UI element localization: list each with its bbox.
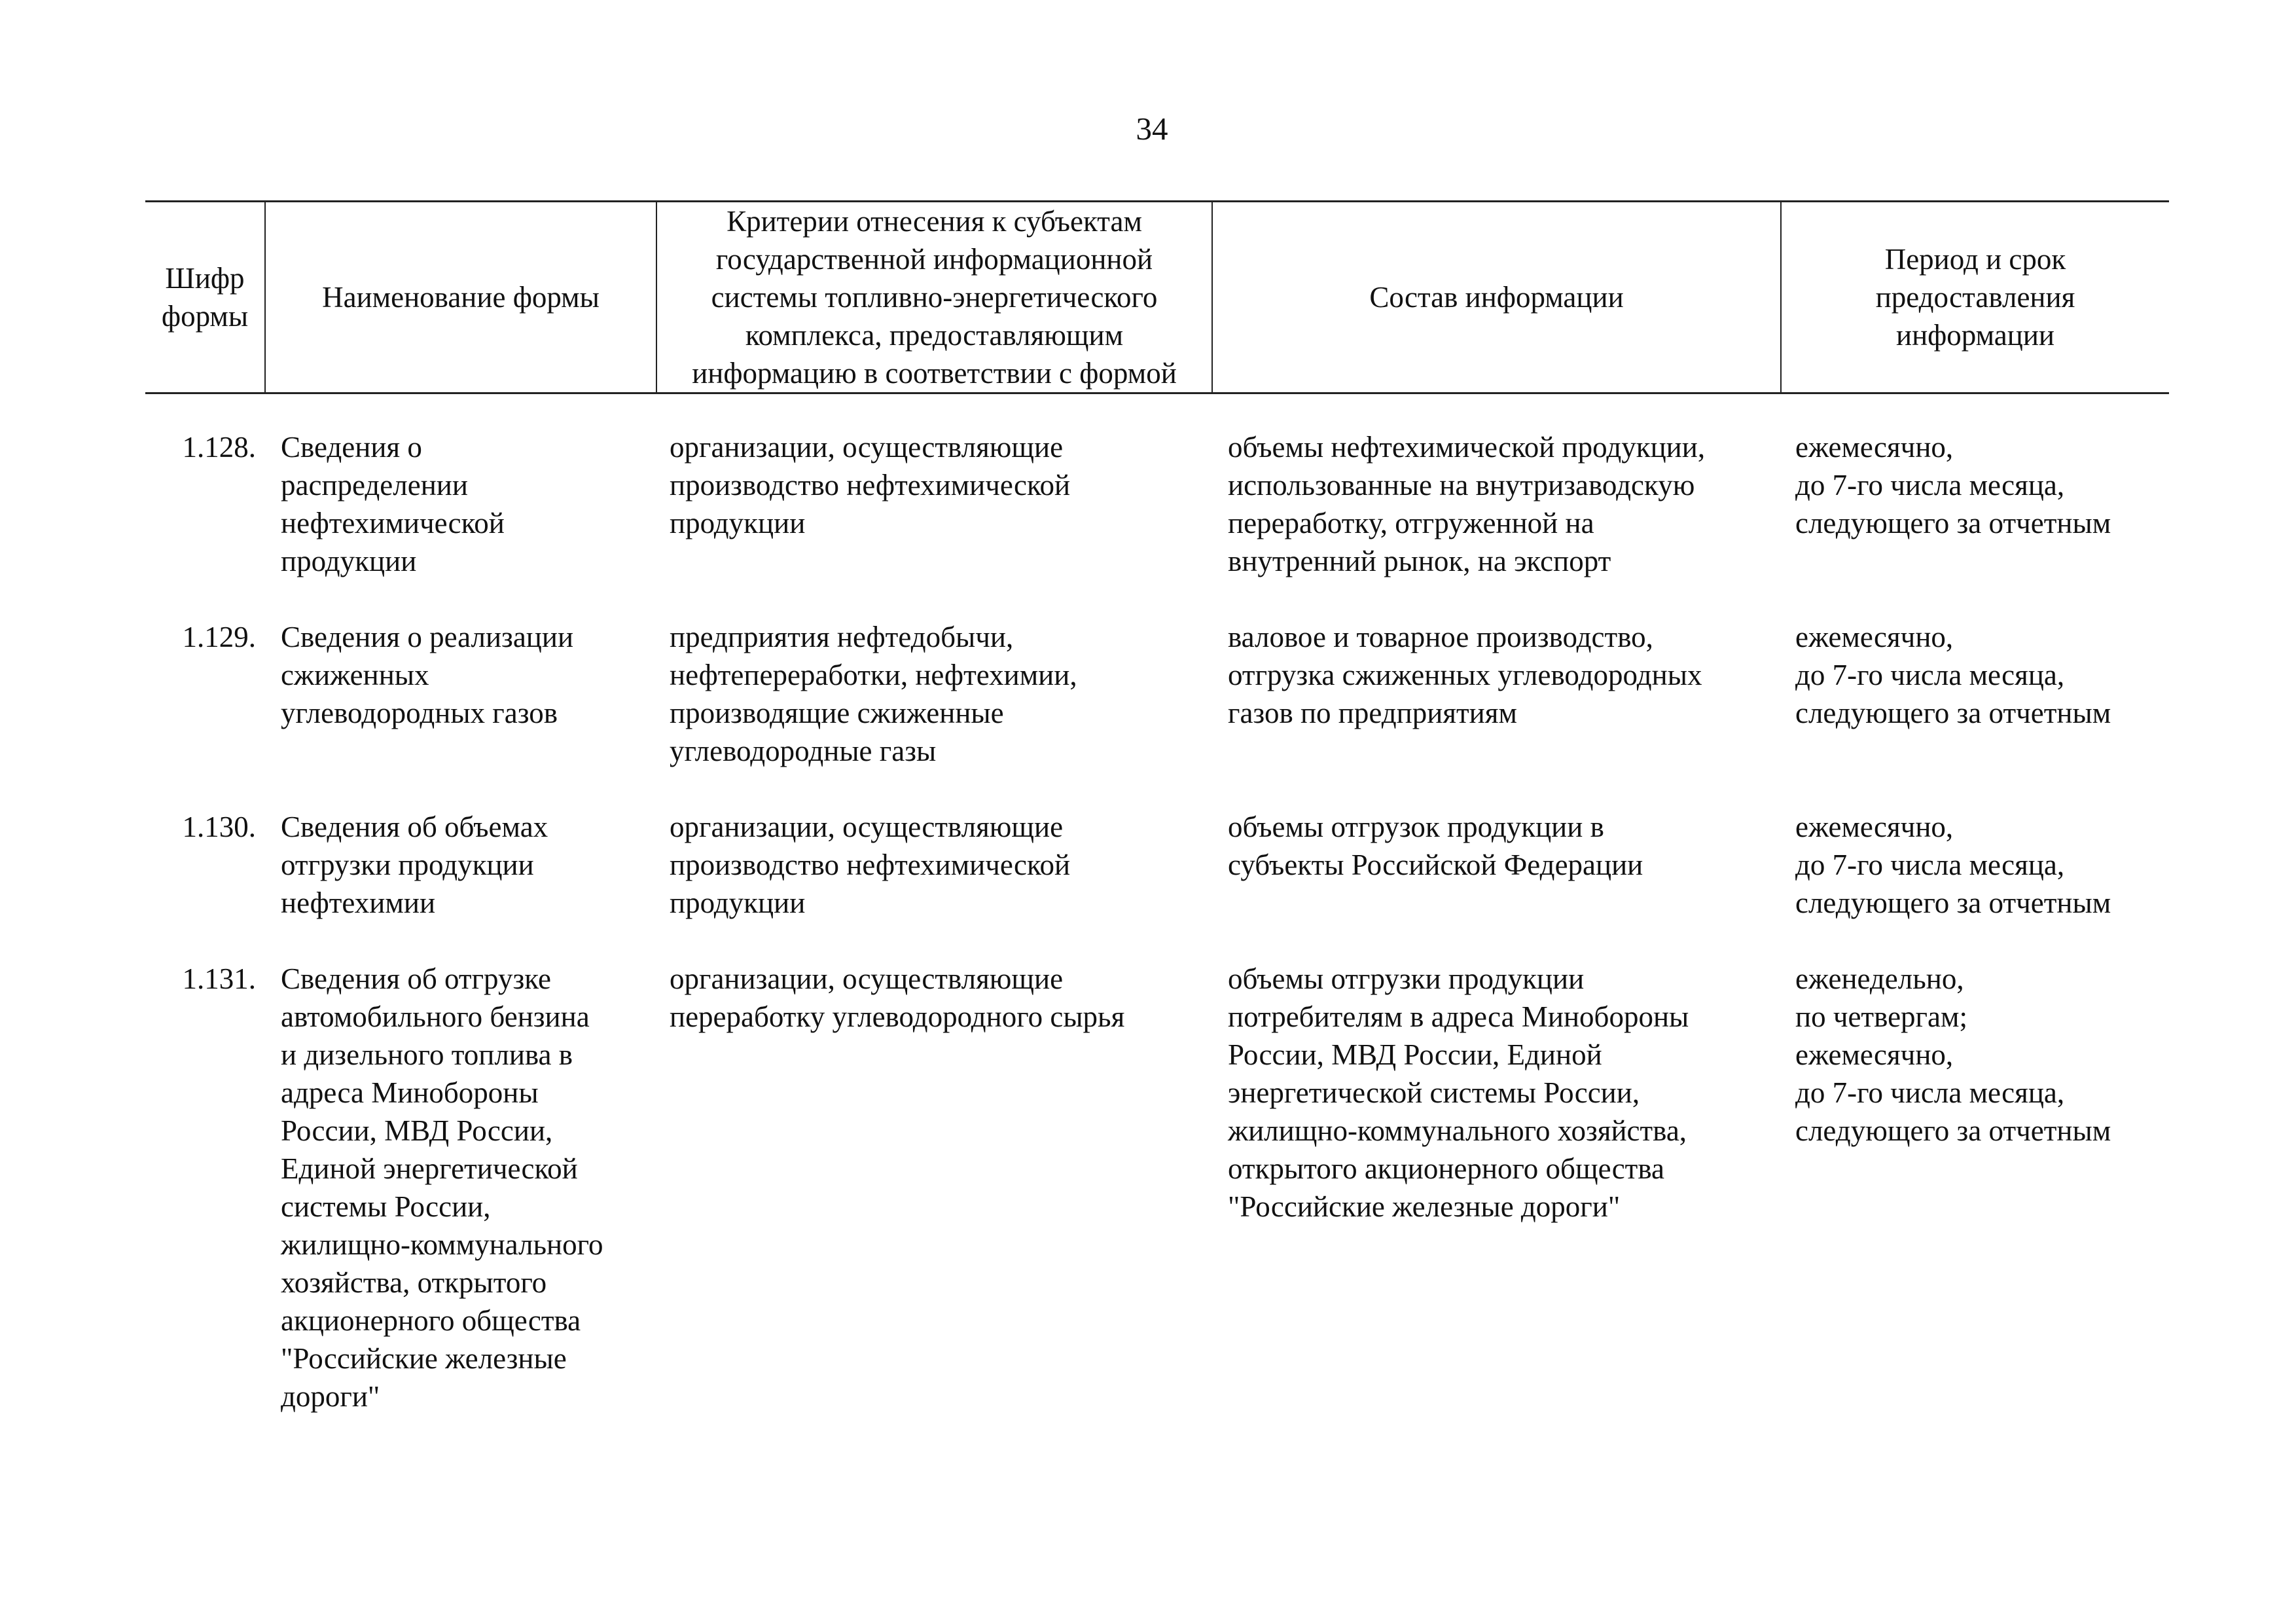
form-criteria: организации, осуществляющие производство нефтехимической продукции <box>670 811 1071 919</box>
table-header <box>145 202 2169 393</box>
form-name: Сведения о реализации сжиженных углеводородных газов <box>281 621 574 729</box>
header-form-name: Наименование формы <box>265 202 656 393</box>
page-number: 34 <box>1136 111 1168 147</box>
form-content: объемы нефтехимической продукции, использованные на внутризаводскую переработку, отгруженной на внутренний рынок, на экспорт <box>1228 431 1706 577</box>
header-info-content: Состав информации <box>1212 202 1781 393</box>
table-row <box>145 393 2169 581</box>
form-period: ежемесячно, до 7-го числа месяца, следующего за отчетным <box>1795 811 2111 919</box>
form-period: еженедельно, по четвергам; ежемесячно, до 7-го числа месяца, следующего за отчетным <box>1795 962 2111 1147</box>
header-period: Период и срок предоставления информации <box>1781 202 2169 393</box>
table-row <box>145 580 2169 770</box>
form-content: объемы отгрузок продукции в субъекты Российской Федерации <box>1228 811 1643 881</box>
form-period: ежемесячно, до 7-го числа месяца, следующего за отчетным <box>1795 621 2111 729</box>
header-row <box>145 202 2169 393</box>
header-criteria: Критерии отнесения к субъектам государственной информационной системы топливно-энергетического комплекса, предоставляющим информацию в соответствии с формой <box>656 202 1212 393</box>
form-name: Сведения об объемах отгрузки продукции нефтехимии <box>281 811 548 919</box>
table-row <box>145 770 2169 922</box>
form-criteria: организации, осуществляющие производство нефтехимической продукции <box>670 431 1071 539</box>
forms-table <box>145 200 2169 1415</box>
table-row <box>145 922 2169 1415</box>
form-criteria: предприятия нефтедобычи, нефтепереработки, нефтехимии, производящие сжиженные углеводородные газы <box>670 621 1077 767</box>
header-form-code: Шифр формы <box>145 202 265 393</box>
form-criteria: организации, осуществляющие переработку углеводородного сырья <box>670 962 1125 1033</box>
form-code: 1.131. <box>182 962 256 995</box>
form-code: 1.128. <box>182 431 256 464</box>
table-body <box>145 393 2169 1416</box>
form-content: объемы отгрузки продукции потребителям в адреса Минобороны России, МВД России, Единой энергетической системы России, жилищно-коммунального хозяйства, открытого акционерного общества "Российские железные дороги" <box>1228 962 1689 1223</box>
form-period: ежемесячно, до 7-го числа месяца, следующего за отчетным <box>1795 431 2111 539</box>
form-name: Сведения об отгрузке автомобильного бензина и дизельного топлива в адреса Минобороны России, МВД России, Единой энергетической системы России, жилищно-коммунального хозяйства, открытого акционерного общества "Российские железные дороги" <box>281 962 603 1413</box>
form-name: Сведения о распределении нефтехимической продукции <box>281 431 505 577</box>
form-content: валовое и товарное производство, отгрузка сжиженных углеводородных газов по предприятиям <box>1228 621 1702 729</box>
form-code: 1.130. <box>182 811 256 843</box>
form-code: 1.129. <box>182 621 256 653</box>
